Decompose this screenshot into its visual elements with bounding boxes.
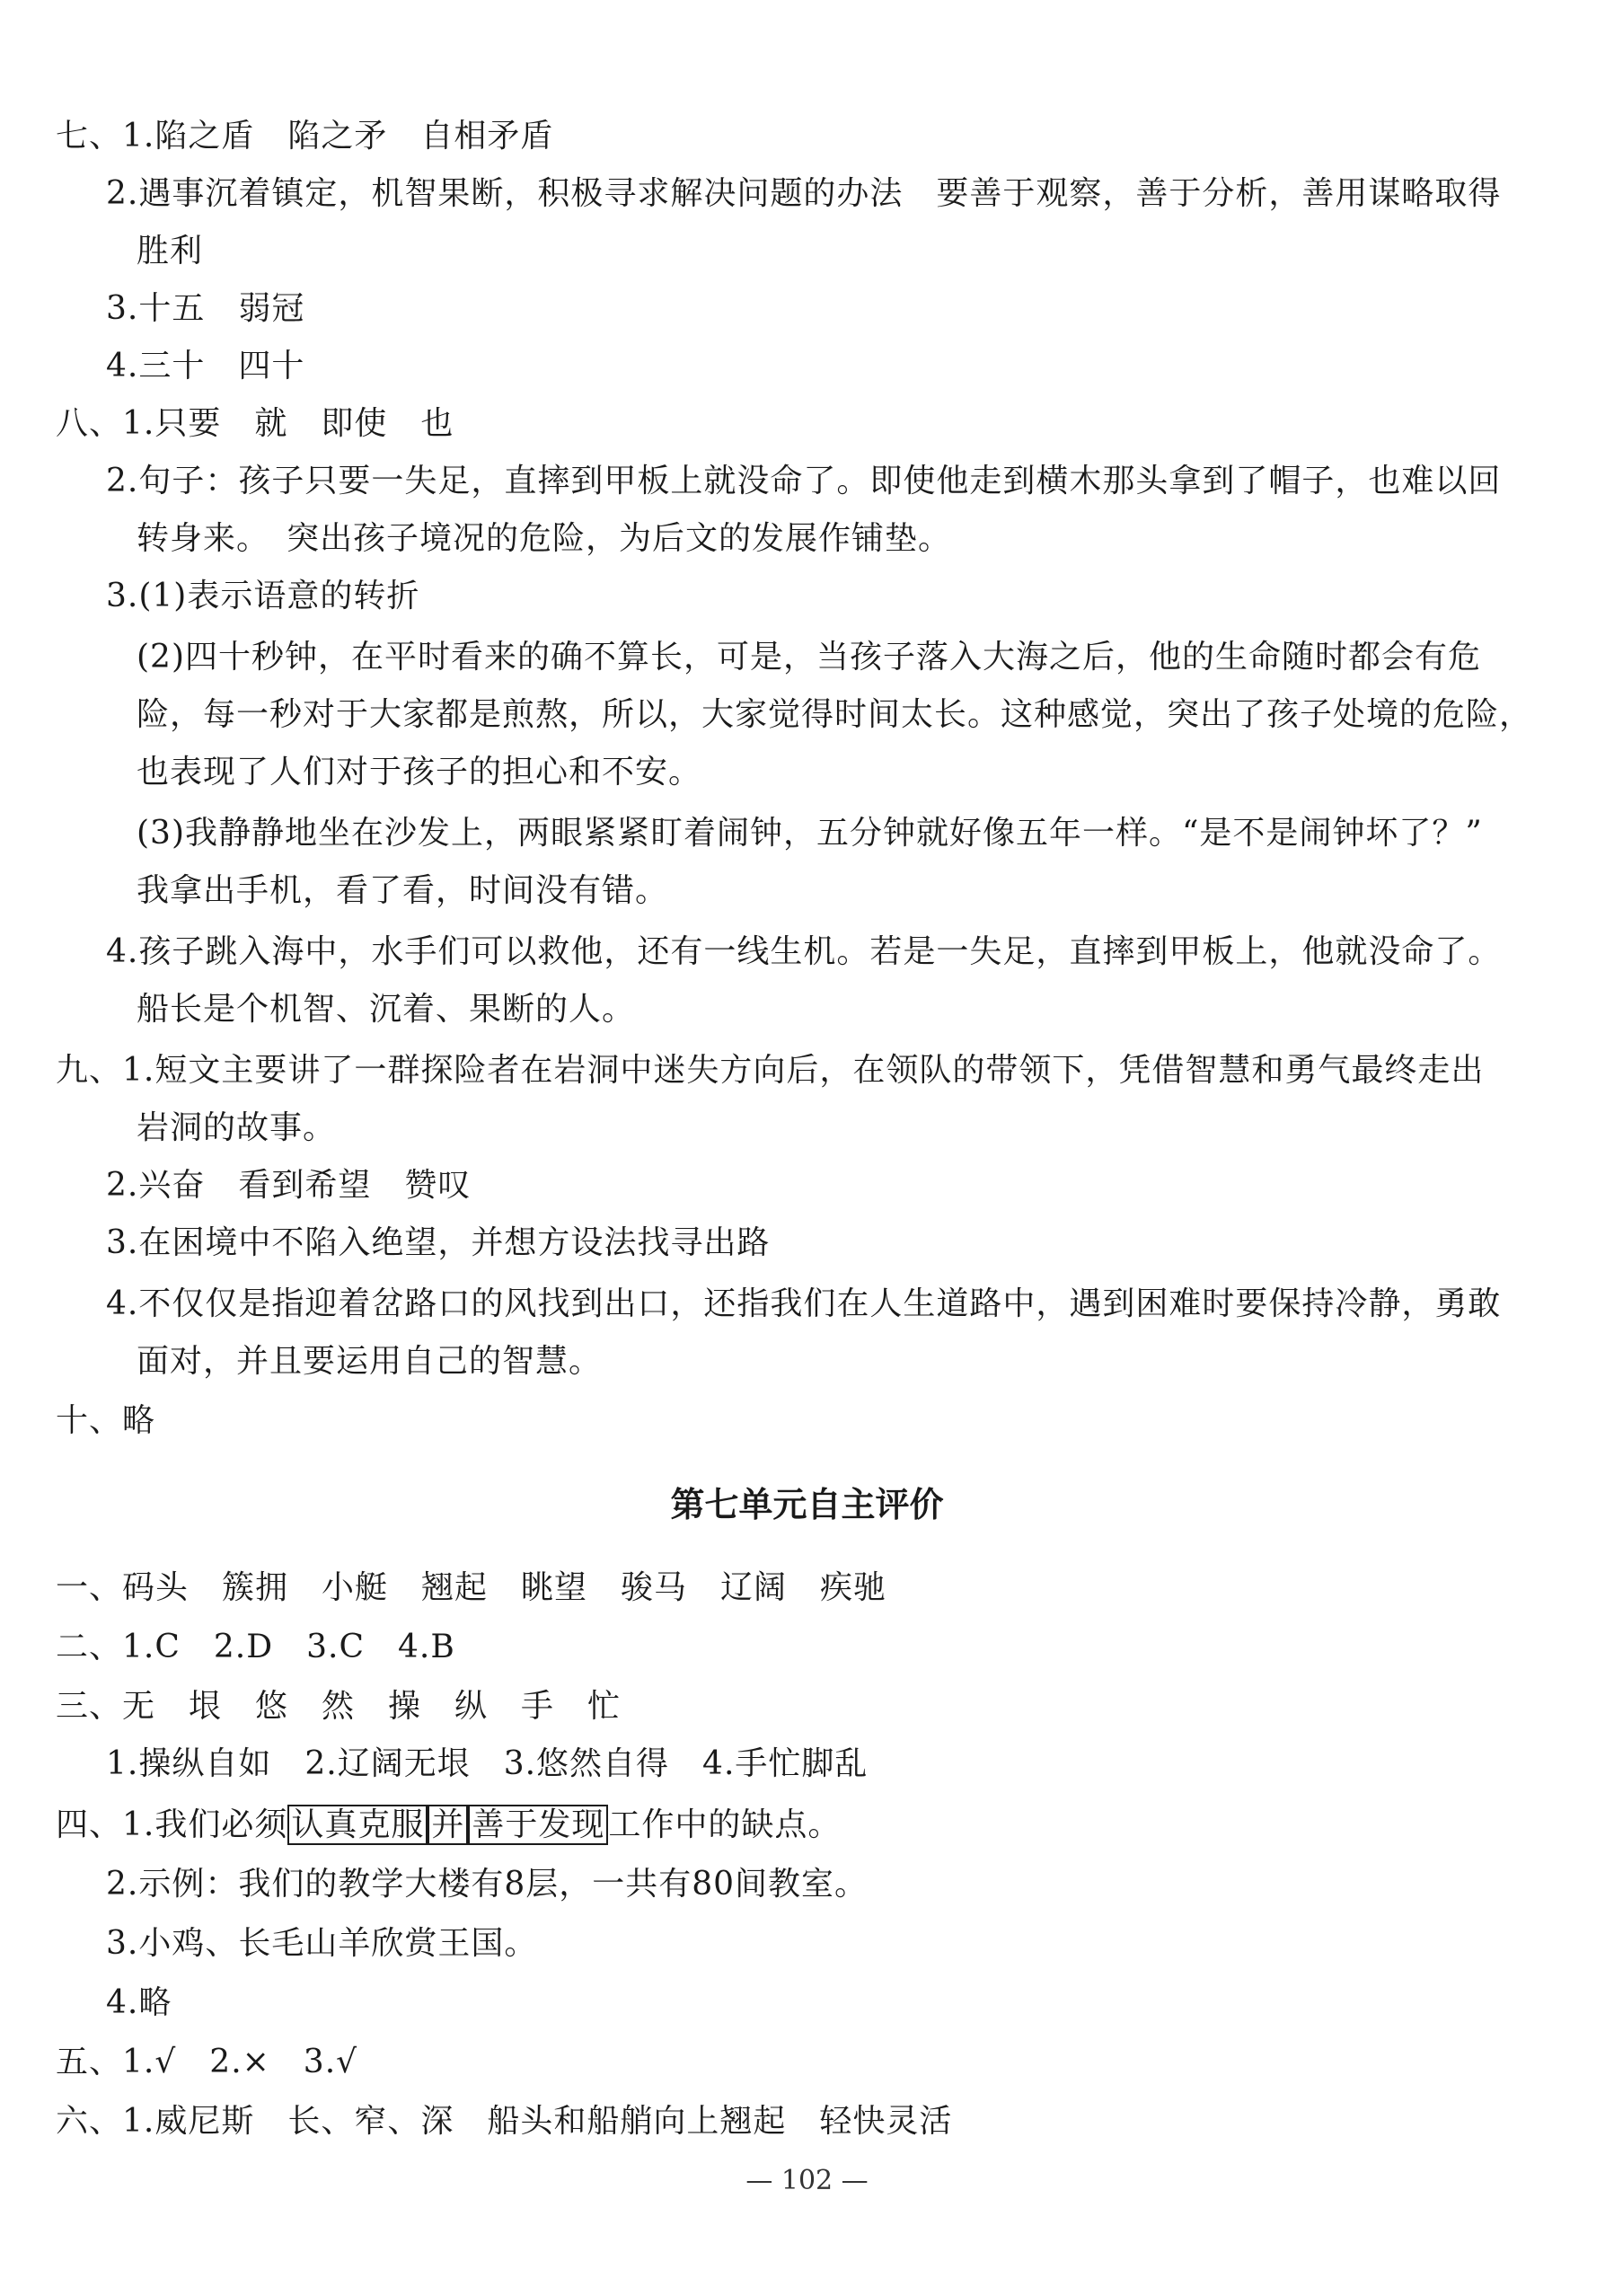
answer-line: 面对，并且要运用自己的智慧。 (137, 1343, 603, 1380)
answer-line: 3.在困境中不陷入绝望，并想方设法找寻出路 (106, 1224, 771, 1261)
answer-line: 十、略 (56, 1402, 156, 1439)
line-suffix: 工作中的缺点。 (608, 1806, 842, 1843)
answer-line: 2.示例：我们的教学大楼有8层，一共有80间教室。 (106, 1866, 869, 1903)
boxed-phrase: 善于发现 (468, 1805, 608, 1845)
answer-line: 4.孩子跳入海中，水手们可以救他，还有一线生机。若是一失足，直摔到甲板上，他就没命了。 (106, 933, 1502, 970)
line-prefix: 四、1.我们必须 (56, 1806, 288, 1843)
answer-line: 岩洞的故事。 (137, 1109, 337, 1146)
answer-line: 4.不仅仅是指迎着岔路口的风找到出口，还指我们在人生道路中，遇到困难时要保持冷静，勇敢 (106, 1285, 1502, 1322)
answer-line: 转身来。 突出孩子境况的危险，为后文的发展作铺垫。 (137, 520, 952, 557)
answer-line: 五、1.√ 2.× 3.√ (56, 2044, 358, 2080)
answer-line: 1.操纵自如 2.辽阔无垠 3.悠然自得 4.手忙脚乱 (106, 1745, 869, 1782)
answer-line: 六、1.威尼斯 长、窄、深 船头和船艄向上翘起 轻快灵活 (56, 2103, 953, 2140)
answer-line-boxed (56, 1804, 841, 1847)
answer-line: 4.略 (106, 1984, 172, 2021)
answer-line: 3.(1)表示语意的转折 (106, 578, 420, 614)
boxed-phrase: 并 (428, 1805, 468, 1845)
answer-line: 胜利 (137, 233, 204, 269)
answer-line: (2)四十秒钟，在平时看来的确不算长，可是，当孩子落入大海之后，他的生命随时都会有危 (137, 639, 1481, 676)
answer-line: 也表现了人们对于孩子的担心和不安。 (137, 754, 702, 790)
answer-line: 三、无 垠 悠 然 操 纵 手 忙 (56, 1688, 622, 1725)
boxed-phrase: 认真克服 (287, 1805, 428, 1845)
answer-line: 我拿出手机，看了看，时间没有错。 (137, 872, 669, 909)
answer-line: 险，每一秒对于大家都是煎熬，所以，大家觉得时间太长。这种感觉，突出了孩子处境的危险， (137, 696, 1533, 733)
answer-line: 2.句子：孩子只要一失足，直摔到甲板上就没命了。即使他走到横木那头拿到了帽子，也难以回 (106, 463, 1502, 499)
answer-line: 2.遇事沉着镇定，机智果断，积极寻求解决问题的办法 要善于观察，善于分析，善用谋略取得 (106, 175, 1502, 212)
answer-line: 一、码头 簇拥 小艇 翘起 眺望 骏马 辽阔 疾驰 (56, 1569, 887, 1606)
answer-line: (3)我静静地坐在沙发上，两眼紧紧盯着闹钟，五分钟就好像五年一样。“是不是闹钟坏了？” (137, 815, 1483, 852)
answer-line: 二、1.C 2.D 3.C 4.B (56, 1629, 455, 1665)
answer-line: 2.兴奋 看到希望 赞叹 (106, 1167, 472, 1204)
page-number: — 102 — (745, 2165, 869, 2196)
answer-line: 3.十五 弱冠 (106, 290, 305, 327)
section-title: 第七单元自主评价 (670, 1485, 944, 1524)
answer-line: 七、1.陷之盾 陷之矛 自相矛盾 (56, 118, 554, 155)
answer-line: 4.三十 四十 (106, 348, 305, 384)
answer-line: 八、1.只要 就 即使 也 (56, 405, 454, 442)
answer-line: 九、1.短文主要讲了一群探险者在岩洞中迷失方向后，在领队的带领下，凭借智慧和勇气最终走出 (56, 1052, 1485, 1089)
answer-line: 3.小鸡、长毛山羊欣赏王国。 (106, 1925, 538, 1962)
answer-line: 船长是个机智、沉着、果断的人。 (137, 991, 636, 1028)
